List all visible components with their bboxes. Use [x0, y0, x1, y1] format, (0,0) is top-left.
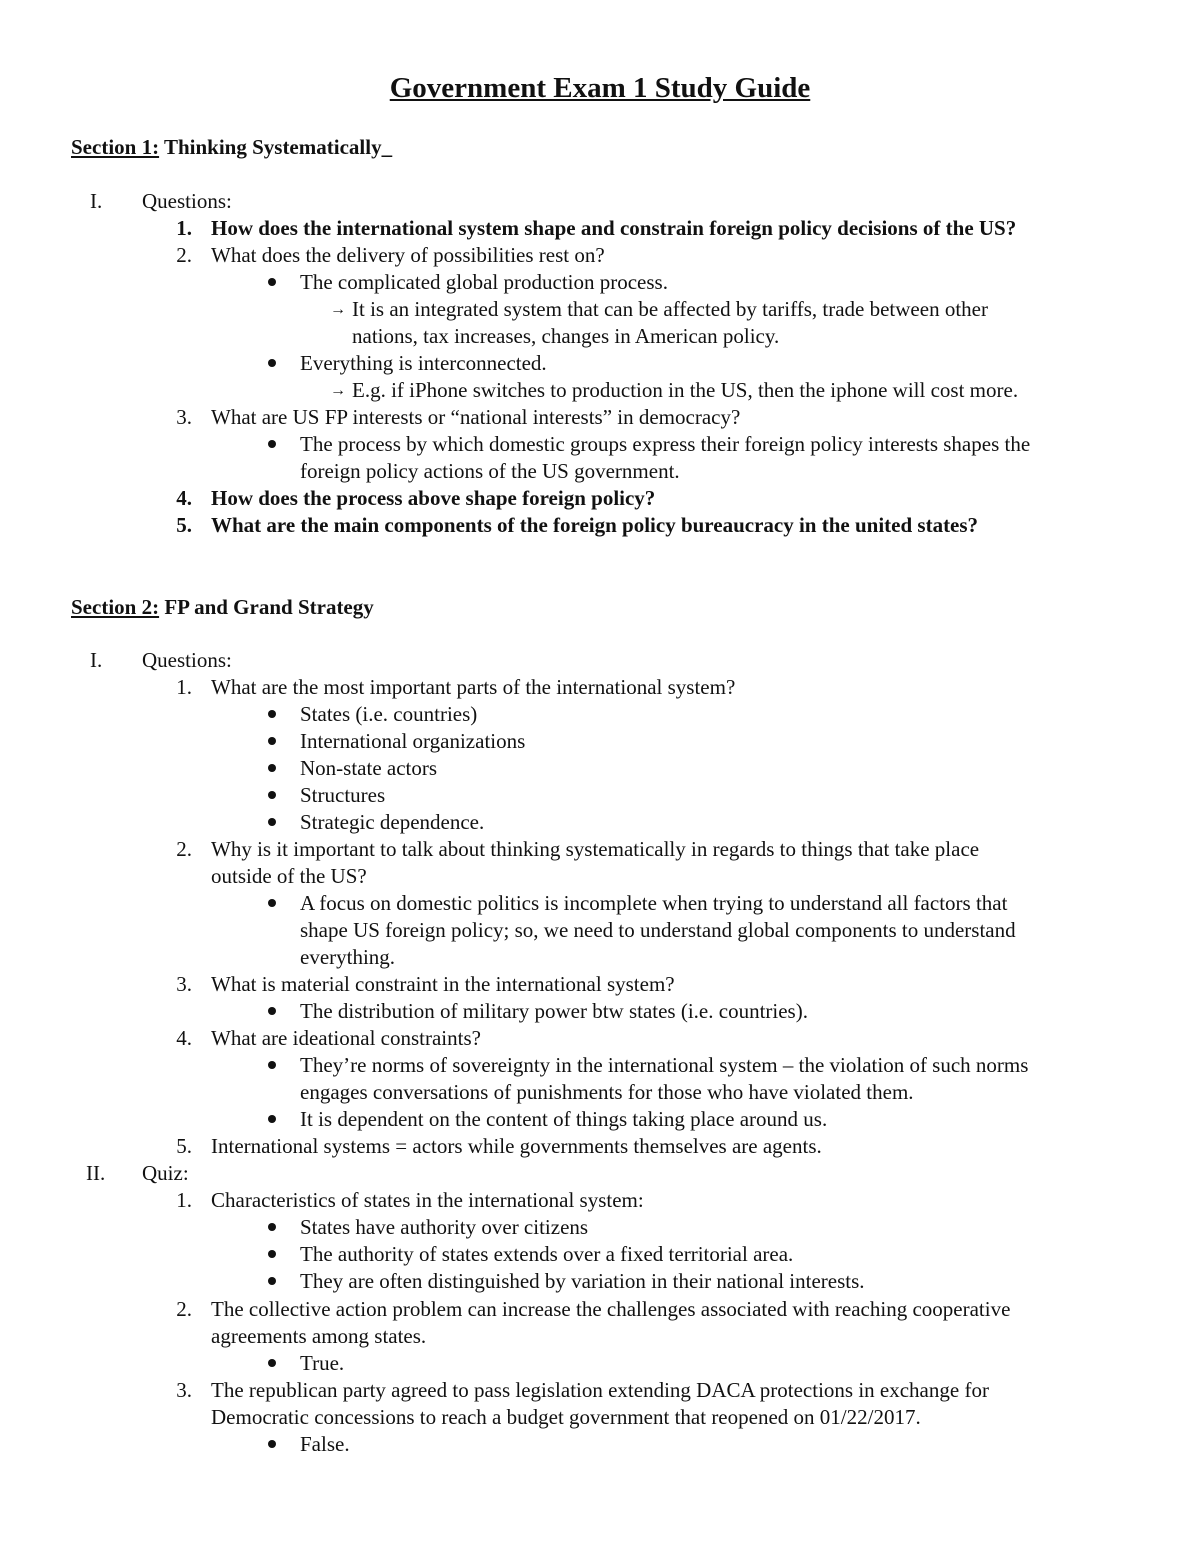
bullet-item: The authority of states extends over a fixed territorial area. [300, 1242, 794, 1266]
bullet-item: False. [300, 1432, 350, 1456]
bullet-item: True. [300, 1351, 345, 1375]
bullet-item: The complicated global production process. [300, 270, 668, 294]
bullet-item: Non-state actors [300, 756, 438, 780]
bullet-item: foreign policy actions of the US government. [300, 459, 680, 483]
question-item: What are US FP interests or “national interests” in democracy? [211, 405, 741, 429]
sub-item: It is an integrated system that can be affected by tariffs, trade between other [352, 297, 988, 321]
quiz-item: The republican party agreed to pass legislation extending DACA protections in exchange for [211, 1378, 989, 1402]
bullet-item: It is dependent on the content of things taking place around us. [300, 1107, 828, 1131]
section-2-number: Section 2: [71, 595, 160, 619]
list-number: 2. [176, 1297, 192, 1321]
bullet-item: States (i.e. countries) [300, 702, 478, 726]
question-item: What does the delivery of possibilities rest on? [211, 243, 605, 267]
roman-numeral: II. [86, 1161, 106, 1185]
questions-label: Questions: [142, 648, 232, 672]
list-number: 2. [176, 243, 192, 267]
section-2-name: FP and Grand Strategy [159, 595, 374, 619]
bullet-icon [268, 737, 276, 745]
bullet-icon [268, 899, 276, 907]
bullet-item: The process by which domestic groups express their foreign policy interests shapes the [300, 432, 1031, 456]
quiz-item: Democratic concessions to reach a budget government that reopened on 01/22/2017. [211, 1405, 921, 1429]
question-item: How does the international system shape and constrain foreign policy decisions of the US? [211, 216, 1017, 240]
quiz-label: Quiz: [142, 1161, 189, 1185]
list-number: 1. [176, 675, 192, 699]
bullet-item: Strategic dependence. [300, 810, 485, 834]
bullet-item: International organizations [300, 729, 526, 753]
sub-item: nations, tax increases, changes in American policy. [352, 324, 780, 348]
list-number: 5. [176, 1134, 192, 1158]
bullet-item: engages conversations of punishments for those who have violated them. [300, 1080, 914, 1104]
bullet-item: everything. [300, 945, 396, 969]
bullet-icon [268, 1115, 276, 1123]
page-title: Government Exam 1 Study Guide [389, 72, 811, 104]
bullet-icon [268, 1359, 276, 1367]
quiz-item: Characteristics of states in the international system: [211, 1188, 644, 1212]
bullet-icon [268, 440, 276, 448]
bullet-item: Structures [300, 783, 386, 807]
bullet-icon [268, 1007, 276, 1015]
section-1-heading [71, 134, 392, 161]
bullet-icon [268, 1223, 276, 1231]
question-item: Why is it important to talk about thinking systematically in regards to things that take place [211, 837, 980, 861]
list-number: 1. [176, 216, 192, 240]
bullet-icon [268, 1440, 276, 1448]
list-number: 3. [176, 972, 192, 996]
list-number: 3. [176, 1378, 192, 1402]
arrow-icon: → [330, 301, 346, 318]
bullet-item: They are often distinguished by variation in their national interests. [300, 1269, 865, 1293]
bullet-item: They’re norms of sovereignty in the international system – the violation of such norms [300, 1053, 1029, 1077]
arrow-icon: → [330, 382, 346, 399]
list-number: 2. [176, 837, 192, 861]
roman-numeral: I. [90, 189, 103, 213]
section-2-heading [71, 594, 374, 621]
list-number: 4. [176, 1026, 192, 1050]
list-number: 5. [176, 513, 192, 537]
question-item: International systems = actors while governments themselves are agents. [211, 1134, 822, 1158]
bullet-item: States have authority over citizens [300, 1215, 589, 1239]
bullet-icon [268, 791, 276, 799]
bullet-icon [268, 710, 276, 718]
bullet-icon [268, 1061, 276, 1069]
quiz-item: The collective action problem can increase the challenges associated with reaching cooperative [211, 1297, 1011, 1321]
list-number: 4. [176, 486, 192, 510]
question-item: outside of the US? [211, 864, 367, 888]
roman-numeral: I. [90, 648, 103, 672]
bullet-item: The distribution of military power btw states (i.e. countries). [300, 999, 808, 1023]
question-item: What are ideational constraints? [211, 1026, 481, 1050]
question-item: How does the process above shape foreign policy? [211, 486, 656, 510]
bullet-icon [268, 1250, 276, 1258]
bullet-icon [268, 1277, 276, 1285]
bullet-icon [268, 818, 276, 826]
sub-item: E.g. if iPhone switches to production in the US, then the iphone will cost more. [352, 378, 1019, 402]
bullet-icon [268, 278, 276, 286]
bullet-icon [268, 359, 276, 367]
question-item: What are the most important parts of the international system? [211, 675, 736, 699]
questions-label: Questions: [142, 189, 232, 213]
list-number: 3. [176, 405, 192, 429]
bullet-item: A focus on domestic politics is incomplete when trying to understand all factors that [300, 891, 1008, 915]
section-1-name: Thinking Systematically_ [159, 135, 393, 159]
list-number: 1. [176, 1188, 192, 1212]
question-item: What is material constraint in the international system? [211, 972, 675, 996]
bullet-item: Everything is interconnected. [300, 351, 547, 375]
question-item: What are the main components of the foreign policy bureaucracy in the united states? [211, 513, 979, 537]
bullet-item: shape US foreign policy; so, we need to understand global components to understand [300, 918, 1016, 942]
section-1-number: Section 1: [71, 135, 160, 159]
bullet-icon [268, 764, 276, 772]
quiz-item: agreements among states. [211, 1324, 427, 1348]
